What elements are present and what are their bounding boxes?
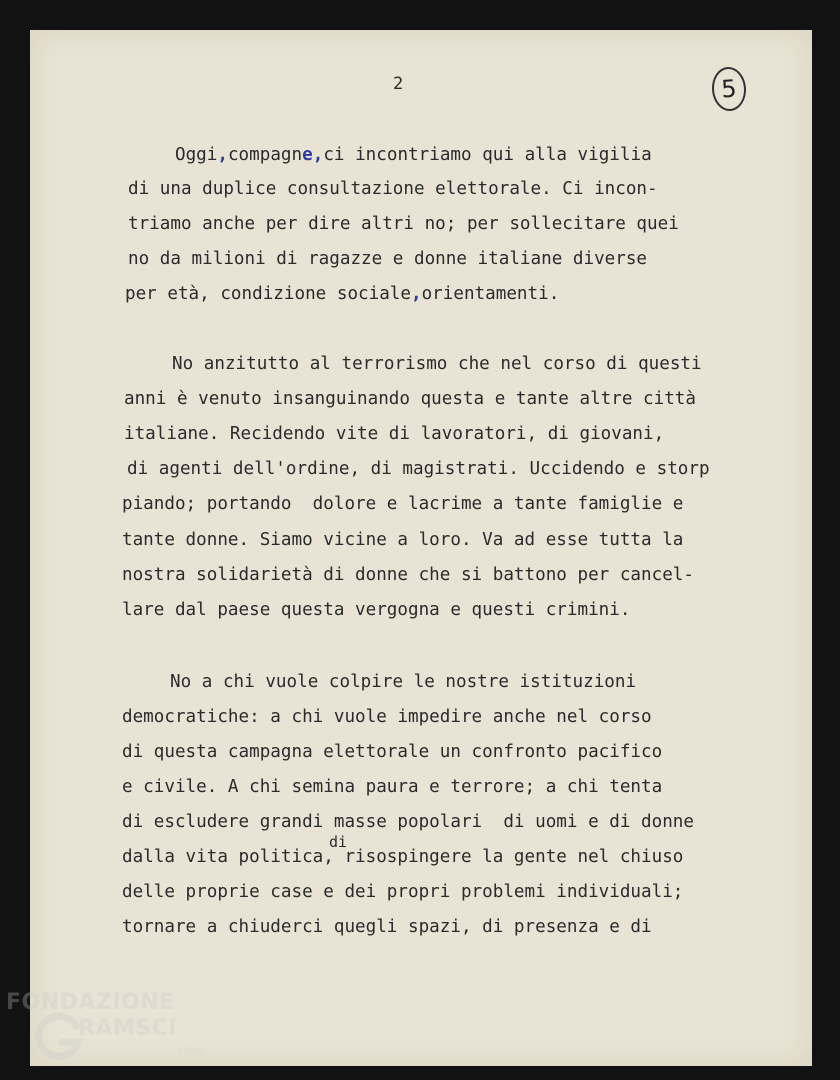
text-line: di escludere grandi masse popolari di uomi e di donne: [122, 812, 694, 832]
text-line: italiane. Recidendo vite di lavoratori, di giovani,: [124, 424, 665, 444]
text-line: lare dal paese questa vergogna e questi crimini.: [122, 600, 631, 620]
text-line: Oggi,compagne,ci incontriamo qui alla vigilia: [175, 145, 652, 165]
text-line: di questa campagna elettorale un confronto pacifico: [122, 742, 663, 762]
handwritten-page-number: 5: [711, 66, 748, 112]
text-line: di agenti dell'ordine, di magistrati. Uccidendo e storp: [127, 459, 710, 479]
text-line: anni è venuto insanguinando questa e tante altre città: [124, 389, 696, 409]
text-line: e civile. A chi semina paura e terrore; a chi tenta: [122, 777, 663, 797]
watermark-text: FONDAZIONE: [6, 990, 175, 1015]
handwritten-insertion: di: [329, 833, 348, 851]
handwritten-comma: ,: [312, 145, 324, 165]
text-line: tante donne. Siamo vicine a loro. Va ad esse tutta la: [122, 530, 684, 550]
handwritten-correction: e: [302, 145, 313, 165]
page-number: 2: [393, 74, 404, 94]
text-line: tornare a chiuderci quegli spazi, di presenza e di: [122, 917, 652, 937]
text-line: dalla vita politica, risospingere la gente nel chiuso: [122, 847, 684, 867]
watermark-text: RAMSCI: [78, 1016, 178, 1041]
text-line: No a chi vuole colpire le nostre istituzioni: [170, 672, 637, 692]
text-line: no da milioni di ragazze e donne italiane diverse: [128, 249, 648, 269]
watermark-subtext: onlus: [178, 1046, 203, 1056]
watermark-logo: [6, 990, 206, 1070]
handwritten-comma: ,: [411, 284, 422, 304]
text-line: di una duplice consultazione elettorale. Ci incon-: [128, 179, 658, 199]
text-line: nostra solidarietà di donne che si battono per cancel-: [122, 565, 694, 585]
text-line: piando; portando dolore e lacrime a tante famiglie e: [122, 494, 684, 514]
text-line: democratiche: a chi vuole impedire anche nel corso: [122, 707, 652, 727]
handwritten-comma: ,: [217, 145, 228, 165]
g-logo-icon: [32, 1012, 84, 1064]
text-line: No anzitutto al terrorismo che nel corso di questi: [172, 354, 702, 374]
text-line: triamo anche per dire altri no; per sollecitare quei: [128, 214, 679, 234]
text-line: per età, condizione sociale,orientamenti.: [125, 284, 560, 304]
text-line: delle proprie case e dei propri problemi individuali;: [122, 882, 684, 902]
